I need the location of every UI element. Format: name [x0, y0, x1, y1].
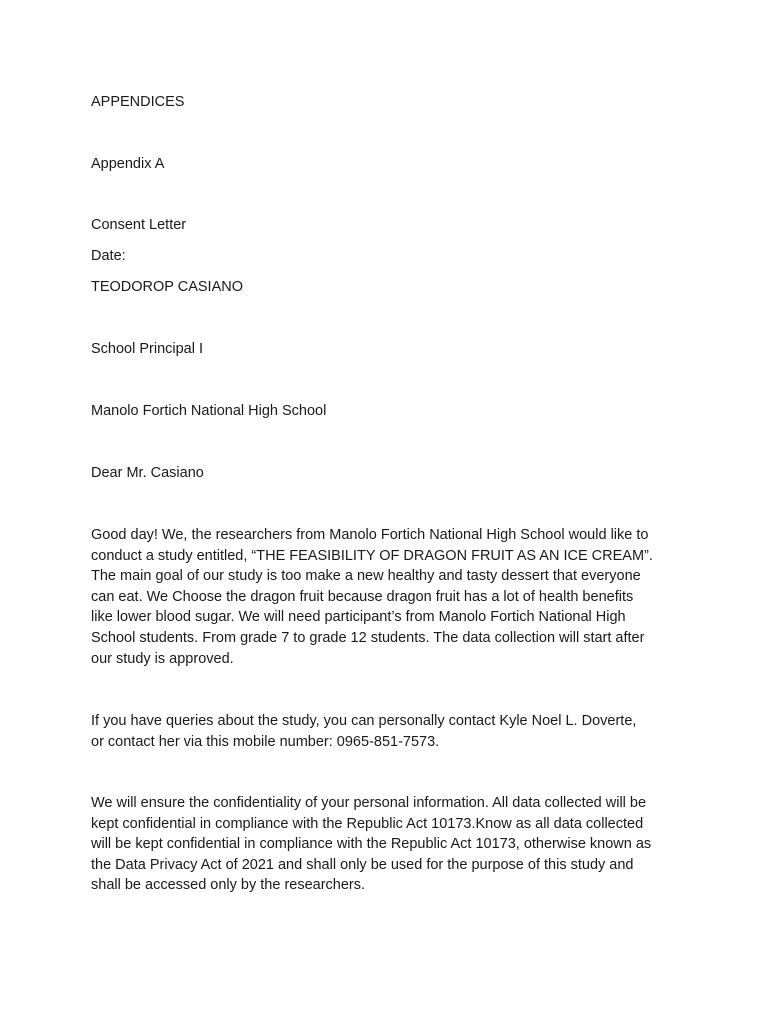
paragraph-line: the Data Privacy Act of 2021 and shall only be used for the purpose of this study and	[91, 856, 634, 873]
paragraph-line: or contact her via this mobile number: 0965-851-7573.	[91, 733, 440, 750]
paragraph-line: like lower blood sugar. We will need participant’s from Manolo Fortich National High	[91, 609, 626, 626]
document-heading: APPENDICES	[91, 94, 185, 110]
paragraph-line: will be kept confidential in compliance with the Republic Act 10173, otherwise known as	[91, 836, 652, 853]
appendix-label: Appendix A	[91, 156, 165, 172]
body-paragraph-2	[91, 711, 691, 752]
paragraph-line: can eat. We Choose the dragon fruit because dragon fruit has a lot of health benefits	[91, 588, 634, 605]
date-label: Date:	[91, 248, 126, 264]
salutation: Dear Mr. Casiano	[91, 465, 204, 481]
letter-title: Consent Letter	[91, 217, 187, 233]
paragraph-line: conduct a study entitled, “THE FEASIBILITY OF DRAGON FRUIT AS AN ICE CREAM”.	[91, 547, 653, 564]
body-paragraph-3	[91, 793, 691, 896]
paragraph-line: our study is approved.	[91, 650, 234, 667]
recipient-position: School Principal I	[91, 341, 204, 357]
paragraph-line: If you have queries about the study, you can personally contact Kyle Noel L. Doverte,	[91, 713, 637, 729]
paragraph-line: School students. From grade 7 to grade 12 students. The data collection will start after	[91, 629, 645, 646]
recipient-name: TEODOROP CASIANO	[91, 279, 244, 295]
paragraph-line: We will ensure the confidentiality of your personal information. All data collected will be	[91, 795, 647, 811]
body-paragraph-1	[91, 525, 691, 669]
paragraph-line: Good day! We, the researchers from Manolo Fortich National High School would like to	[91, 527, 649, 543]
paragraph-line: kept confidential in compliance with the Republic Act 10173.Know as all data collected	[91, 815, 644, 832]
paragraph-line: The main goal of our study is too make a new healthy and tasty dessert that everyone	[91, 568, 641, 585]
paragraph-line: shall be accessed only by the researchers.	[91, 877, 366, 894]
recipient-school: Manolo Fortich National High School	[91, 403, 327, 419]
